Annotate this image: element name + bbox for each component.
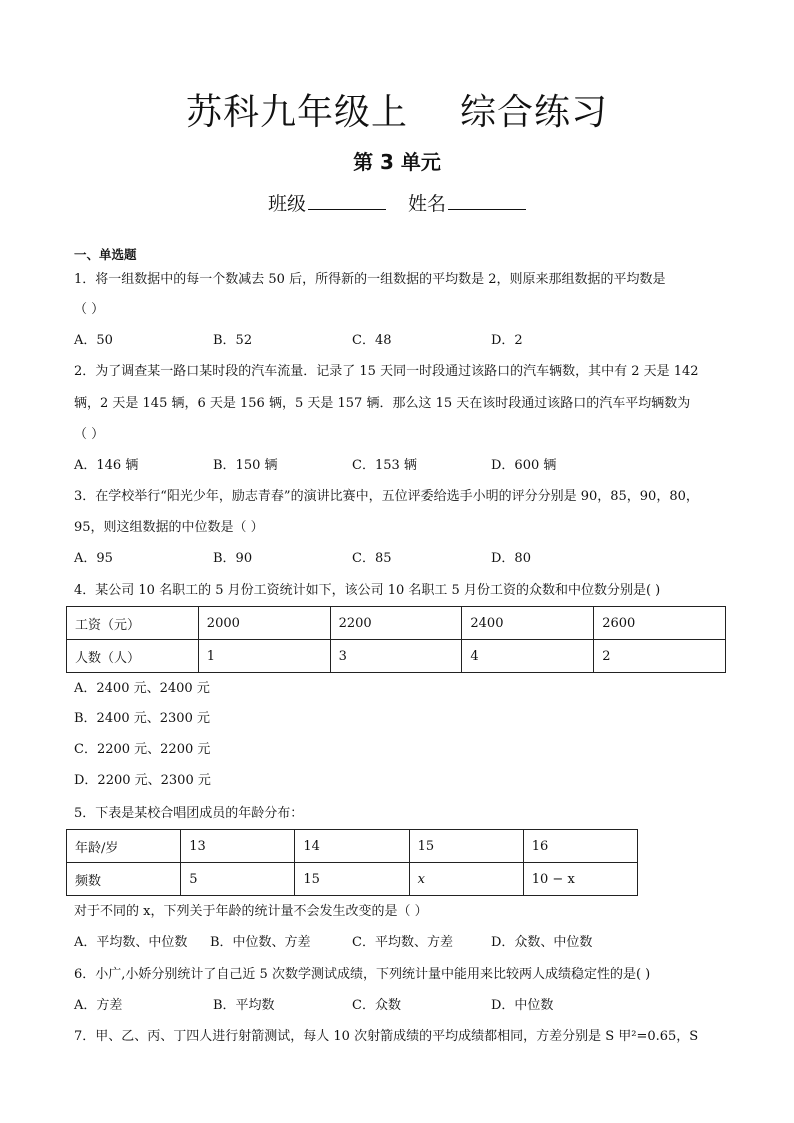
q3-option-d: D．80 bbox=[491, 551, 531, 566]
q1-option-c: C．48 bbox=[352, 333, 392, 348]
q2-option-c: C．153 辆 bbox=[352, 458, 417, 473]
table-cell: 年龄/岁 bbox=[67, 830, 181, 863]
q6-option-a: A．方差 bbox=[74, 998, 123, 1013]
q1-option-a: A．50 bbox=[74, 333, 113, 348]
q5-option-b: B．中位数、方差 bbox=[210, 935, 311, 950]
q5-age-table bbox=[66, 829, 638, 896]
table-cell: 16 bbox=[523, 830, 637, 863]
q1-option-b: B．52 bbox=[213, 333, 253, 348]
q4-salary-table bbox=[66, 606, 726, 673]
class-label: 班级 bbox=[267, 193, 306, 215]
table-cell: 人数（人） bbox=[67, 640, 199, 673]
page-title bbox=[0, 84, 794, 135]
table-cell: 4 bbox=[462, 640, 594, 673]
table-cell: 2 bbox=[594, 640, 726, 673]
q6-text-line1: 6．小广,小娇分别统计了自己近 5 次数学测试成绩，下列统计量中能用来比较两人成绩稳定性的是( ) bbox=[74, 967, 651, 982]
class-name-line bbox=[0, 189, 794, 216]
table-cell: 1 bbox=[198, 640, 330, 673]
q4-text-line1: 4．某公司 10 名职工的 5 月份工资统计如下，该公司 10 名职工 5 月份工资的众数和中位数分别是( ) bbox=[74, 583, 661, 598]
table-cell: 2200 bbox=[330, 607, 462, 640]
title-right: 综合练习 bbox=[460, 92, 609, 133]
q5-option-d: D．众数、中位数 bbox=[491, 935, 593, 950]
q3-text-line1: 3．在学校举行“阳光少年，励志青春”的演讲比赛中，五位评委给选手小明的评分分别是 90，85，90，80， bbox=[74, 489, 699, 504]
table-cell: x bbox=[409, 863, 523, 896]
q6-option-b: B．平均数 bbox=[213, 998, 275, 1013]
table-cell: 15 bbox=[409, 830, 523, 863]
class-blank[interactable] bbox=[308, 191, 386, 210]
q5-option-a: A．平均数、中位数 bbox=[74, 935, 188, 950]
q4-option-d: D．2200 元、2300 元 bbox=[74, 773, 211, 788]
table-cell: 频数 bbox=[67, 863, 181, 896]
q4-option-c: C．2200 元、2200 元 bbox=[74, 742, 211, 757]
q5-text-line1: 5．下表是某校合唱团成员的年龄分布： bbox=[74, 806, 304, 821]
section-heading: 一、单选题 bbox=[74, 247, 137, 262]
unit-heading: 第 3 单元 bbox=[353, 150, 441, 174]
table-row bbox=[67, 607, 726, 640]
q2-option-a: A．146 辆 bbox=[74, 458, 139, 473]
q4-option-b: B．2400 元、2300 元 bbox=[74, 711, 210, 726]
title-left: 苏科九年级上 bbox=[185, 92, 408, 133]
table-cell: 13 bbox=[181, 830, 295, 863]
name-label: 姓名 bbox=[408, 193, 447, 215]
q4-option-a: A．2400 元、2400 元 bbox=[74, 681, 210, 696]
table-cell: 10 − x bbox=[523, 863, 637, 896]
q6-option-c: C．众数 bbox=[352, 998, 401, 1013]
table-cell: 15 bbox=[295, 863, 409, 896]
q3-option-b: B．90 bbox=[213, 551, 253, 566]
q6-option-d: D．中位数 bbox=[491, 998, 554, 1013]
table-row bbox=[67, 863, 638, 896]
table-cell: 5 bbox=[181, 863, 295, 896]
q2-option-d: D．600 辆 bbox=[491, 458, 557, 473]
table-cell: 14 bbox=[295, 830, 409, 863]
q2-option-b: B．150 辆 bbox=[213, 458, 278, 473]
q1-text-line2: （ ） bbox=[74, 302, 105, 317]
table-cell: 2000 bbox=[198, 607, 330, 640]
q3-text-line2: 95，则这组数据的中位数是（ ） bbox=[74, 520, 264, 535]
q5-option-c: C．平均数、方差 bbox=[352, 935, 453, 950]
q5-text-line2: 对于不同的 x，下列关于年龄的统计量不会发生改变的是（ ） bbox=[74, 904, 428, 919]
name-blank[interactable] bbox=[448, 191, 526, 210]
q7-text-line1: 7．甲、乙、丙、丁四人进行射箭测试，每人 10 次射箭成绩的平均成绩都相同，方差分别是 S 甲²=0.65，S bbox=[74, 1029, 699, 1044]
q1-option-d: D．2 bbox=[491, 333, 523, 348]
table-cell: 2600 bbox=[594, 607, 726, 640]
q2-text-line2: 辆，2 天是 145 辆，6 天是 156 辆，5 天是 157 辆．那么这 15 天在该时段通过该路口的汽车平均辆数为 bbox=[74, 396, 691, 411]
table-cell: 2400 bbox=[462, 607, 594, 640]
table-row bbox=[67, 830, 638, 863]
q2-text-line1: 2．为了调查某一路口某时段的汽车流量．记录了 15 天同一时段通过该路口的汽车辆数，其中有 2 天是 142 bbox=[74, 364, 699, 379]
table-cell: 工资（元） bbox=[67, 607, 199, 640]
q1-text-line1: 1．将一组数据中的每一个数减去 50 后，所得新的一组数据的平均数是 2，则原来那组数据的平均数是 bbox=[74, 272, 666, 287]
table-cell: 3 bbox=[330, 640, 462, 673]
q2-text-line3: （ ） bbox=[74, 427, 105, 442]
q3-option-a: A．95 bbox=[74, 551, 113, 566]
table-row bbox=[67, 640, 726, 673]
q3-option-c: C．85 bbox=[352, 551, 392, 566]
